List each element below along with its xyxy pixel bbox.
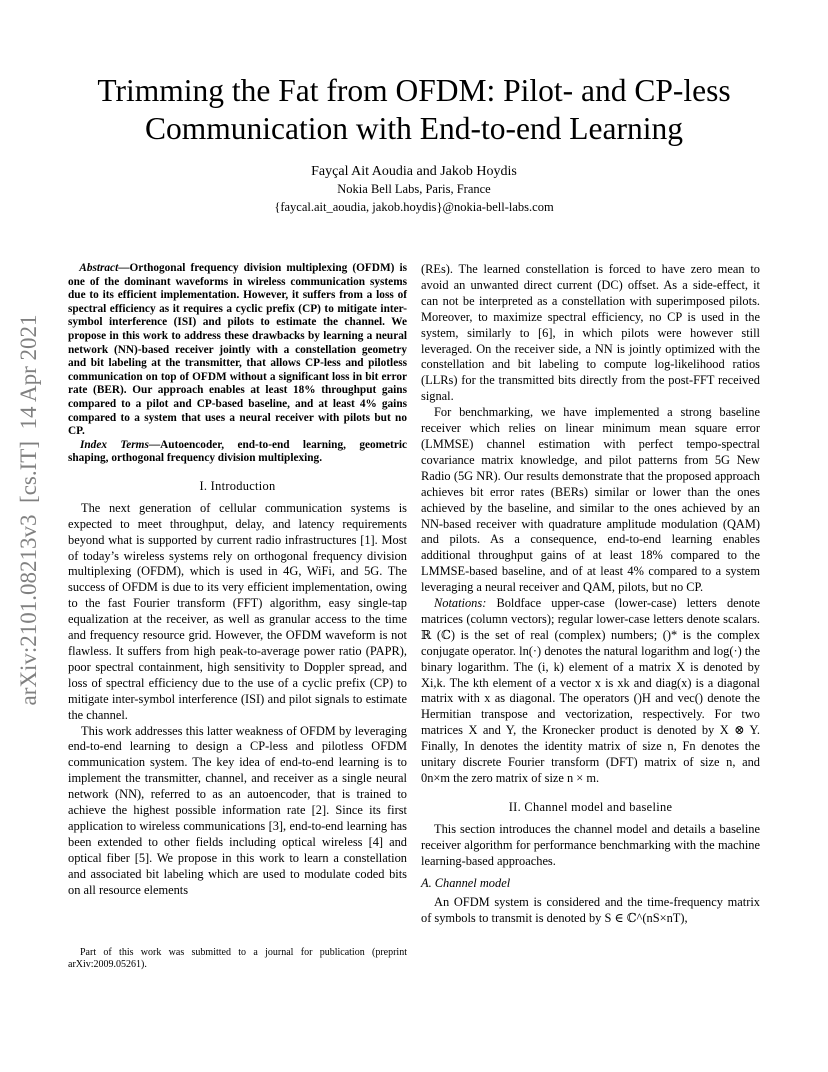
notations-label: Notations: [434, 596, 487, 611]
intro-paragraph-2: This work addresses this latter weakness of OFDM by leveraging end-to-end learning to design a CP-less and pilotless OFDM communication system. The key idea of end-to-end learning is to implement the transmitter, channel, and receiver as a single neural network (NN), referred to as an autoencoder, that is trained to achieve the highest possible information rate [2]. Since its first application to wireless communications [3], end-to-end learning has been extended to other fields including optical wireless [4] and optical fiber [5]. We propose in this work to learn a constellation and associated bit labeling which are used to modulate coded bits on all resource elements [68, 723, 407, 897]
abstract-label: Abstract [79, 262, 119, 274]
abstract [68, 262, 407, 439]
section-heading: I. Introduction [199, 478, 276, 493]
notations-paragraph [421, 596, 760, 787]
section-heading: II. Channel model and baseline [508, 799, 673, 814]
notations-text: Boldface upper-case (lower-case) letters denote matrices (column vectors); regular lower-case letters denote scalars. ℝ (ℂ) is the set of real (complex) numbers; ()* is the complex conjugate operator. ln(·) denotes the natural logarithm and log(·) the binary logarithm. The (i, k) element of a matrix X is denoted by Xi,k. The kth element of a vector x is xk and diag(x) is a diagonal matrix with x as diagonal. The operators ()H and vec() denote the Hermitian transpose and vectorization, respectively. For two matrices X and Y, the Kronecker product is denoted by X ⊗ Y. Finally, In denotes the identity matrix of size n, Fn denotes the unitary discrete Fourier transform (DFT) matrix of size n, and 0n×m the zero matrix of size n × m. [421, 596, 760, 785]
section2-paragraph-1: This section introduces the channel model and details a baseline receiver algorithm for performance benchmarking with the machine learning-based approaches. [421, 821, 760, 868]
authors: Fayçal Ait Aoudia and Jakob Hoydis [311, 164, 517, 179]
index-terms-label: Index Terms [80, 438, 149, 451]
subsection-heading: A. Channel model [421, 875, 511, 890]
left-column [68, 262, 407, 898]
intro-paragraph-2-continued: (REs). The learned constellation is forced to have zero mean to avoid an unwanted direct current (DC) offset. As a side-effect, it can not be interpreted as a constellation with superimposed pilots. Moreover, to maximize spectral efficiency, no CP is used in the system, similarly to [6], in which pilots were however still leveraged. On the receiver side, a NN is jointly optimized with the constellation and bit labeling to compute log-likelihood ratios (LLRs) for the transmitted bits directly from the post-FFT received signal. [421, 262, 760, 404]
footnote: Part of this work was submitted to a journal for publication (preprint arXiv:2009.05261). [68, 947, 407, 970]
intro-paragraph-1: The next generation of cellular communication systems is expected to meet throughput, delay, and latency requirements beyond what is supported by current radio infrastructures [1]. Most of today’s wireless systems rely on orthogonal frequency division multiplexing (OFDM), which is used in 4G, WiFi, and 5G. The success of OFDM is due to its very efficient implementation, owing to the fast Fourier transform (FFT) algorithm, easy single-tap equalization at the receiver, as well as granular access to the time and frequency resource grid. However, the OFDM waveform is not flawless. It suffers from high peak-to-average power ratio (PAPR), poor spectral containment, high sensitivity to Doppler spread, and loss of spectral efficiency due to the use of a cyclic prefix (CP) to mitigate inter-symbol interference (ISI) and pilot signals to estimate the channel. [68, 500, 407, 722]
right-column [421, 262, 760, 927]
paper-title: Trimming the Fat from OFDM: Pilot- and CP-less Communication with End-to-end Learning [97, 73, 731, 146]
affiliation: Nokia Bell Labs, Paris, France [337, 182, 491, 196]
index-terms-text: —Autoencoder, end-to-end learning, geometric shaping, orthogonal frequency division multiplexing. [68, 438, 407, 465]
index-terms [68, 439, 407, 466]
arxiv-identifier: arXiv:2101.08213v3 [cs.IT] 14 Apr 2021 [16, 314, 41, 706]
abstract-text: —Orthogonal frequency division multiplexing (OFDM) is one of the dominant waveforms in wireless communication systems due to its efficient implementation. However, it suffers from a loss of spectral efficiency as it requires a cyclic prefix (CP) to mitigate inter-symbol interference (ISI) and pilots to estimate the channel. We propose in this work to address these drawbacks by learning a neural network (NN)-based receiver jointly with a constellation geometry and bit labeling at the transmitter, that allows CP-less and pilotless communication on top of OFDM without a significant loss in bit error rate (BER). Our approach enables at least 18% throughput gains compared to a pilot and CP-based baseline, and at least 4% gains compared to a system that uses a neural receiver with pilots but no CP. [68, 262, 407, 438]
intro-paragraph-3: For benchmarking, we have implemented a strong baseline receiver which relies on linear minimum mean square error (LMMSE) channel estimation with perfect tempo-spectral covariance matrix knowledge, and pilot patterns from 5G New Radio (5G NR). Our results demonstrate that the proposed approach achieves bit error rates (BERs) similar or lower than the ones achieved by the baseline, and similar to the ones achieved by an NN-based receiver with quadrature amplitude modulation (QAM) and pilots. As a consequence, end-to-end learning enables additional throughput gains of at least 18% compared to the LMMSE-based baseline, and of at least 4% compared to a system leveraging a neural receiver and QAM, pilots, but no CP. [421, 405, 760, 595]
section2-paragraph-2: An OFDM system is considered and the time-frequency matrix of symbols to transmit is denoted by S ∈ ℂ^(nS×nT), [421, 895, 760, 926]
arxiv-stamp [14, 300, 58, 720]
email: {faycal.ait_aoudia, jakob.hoydis}@nokia-bell-labs.com [274, 200, 554, 214]
